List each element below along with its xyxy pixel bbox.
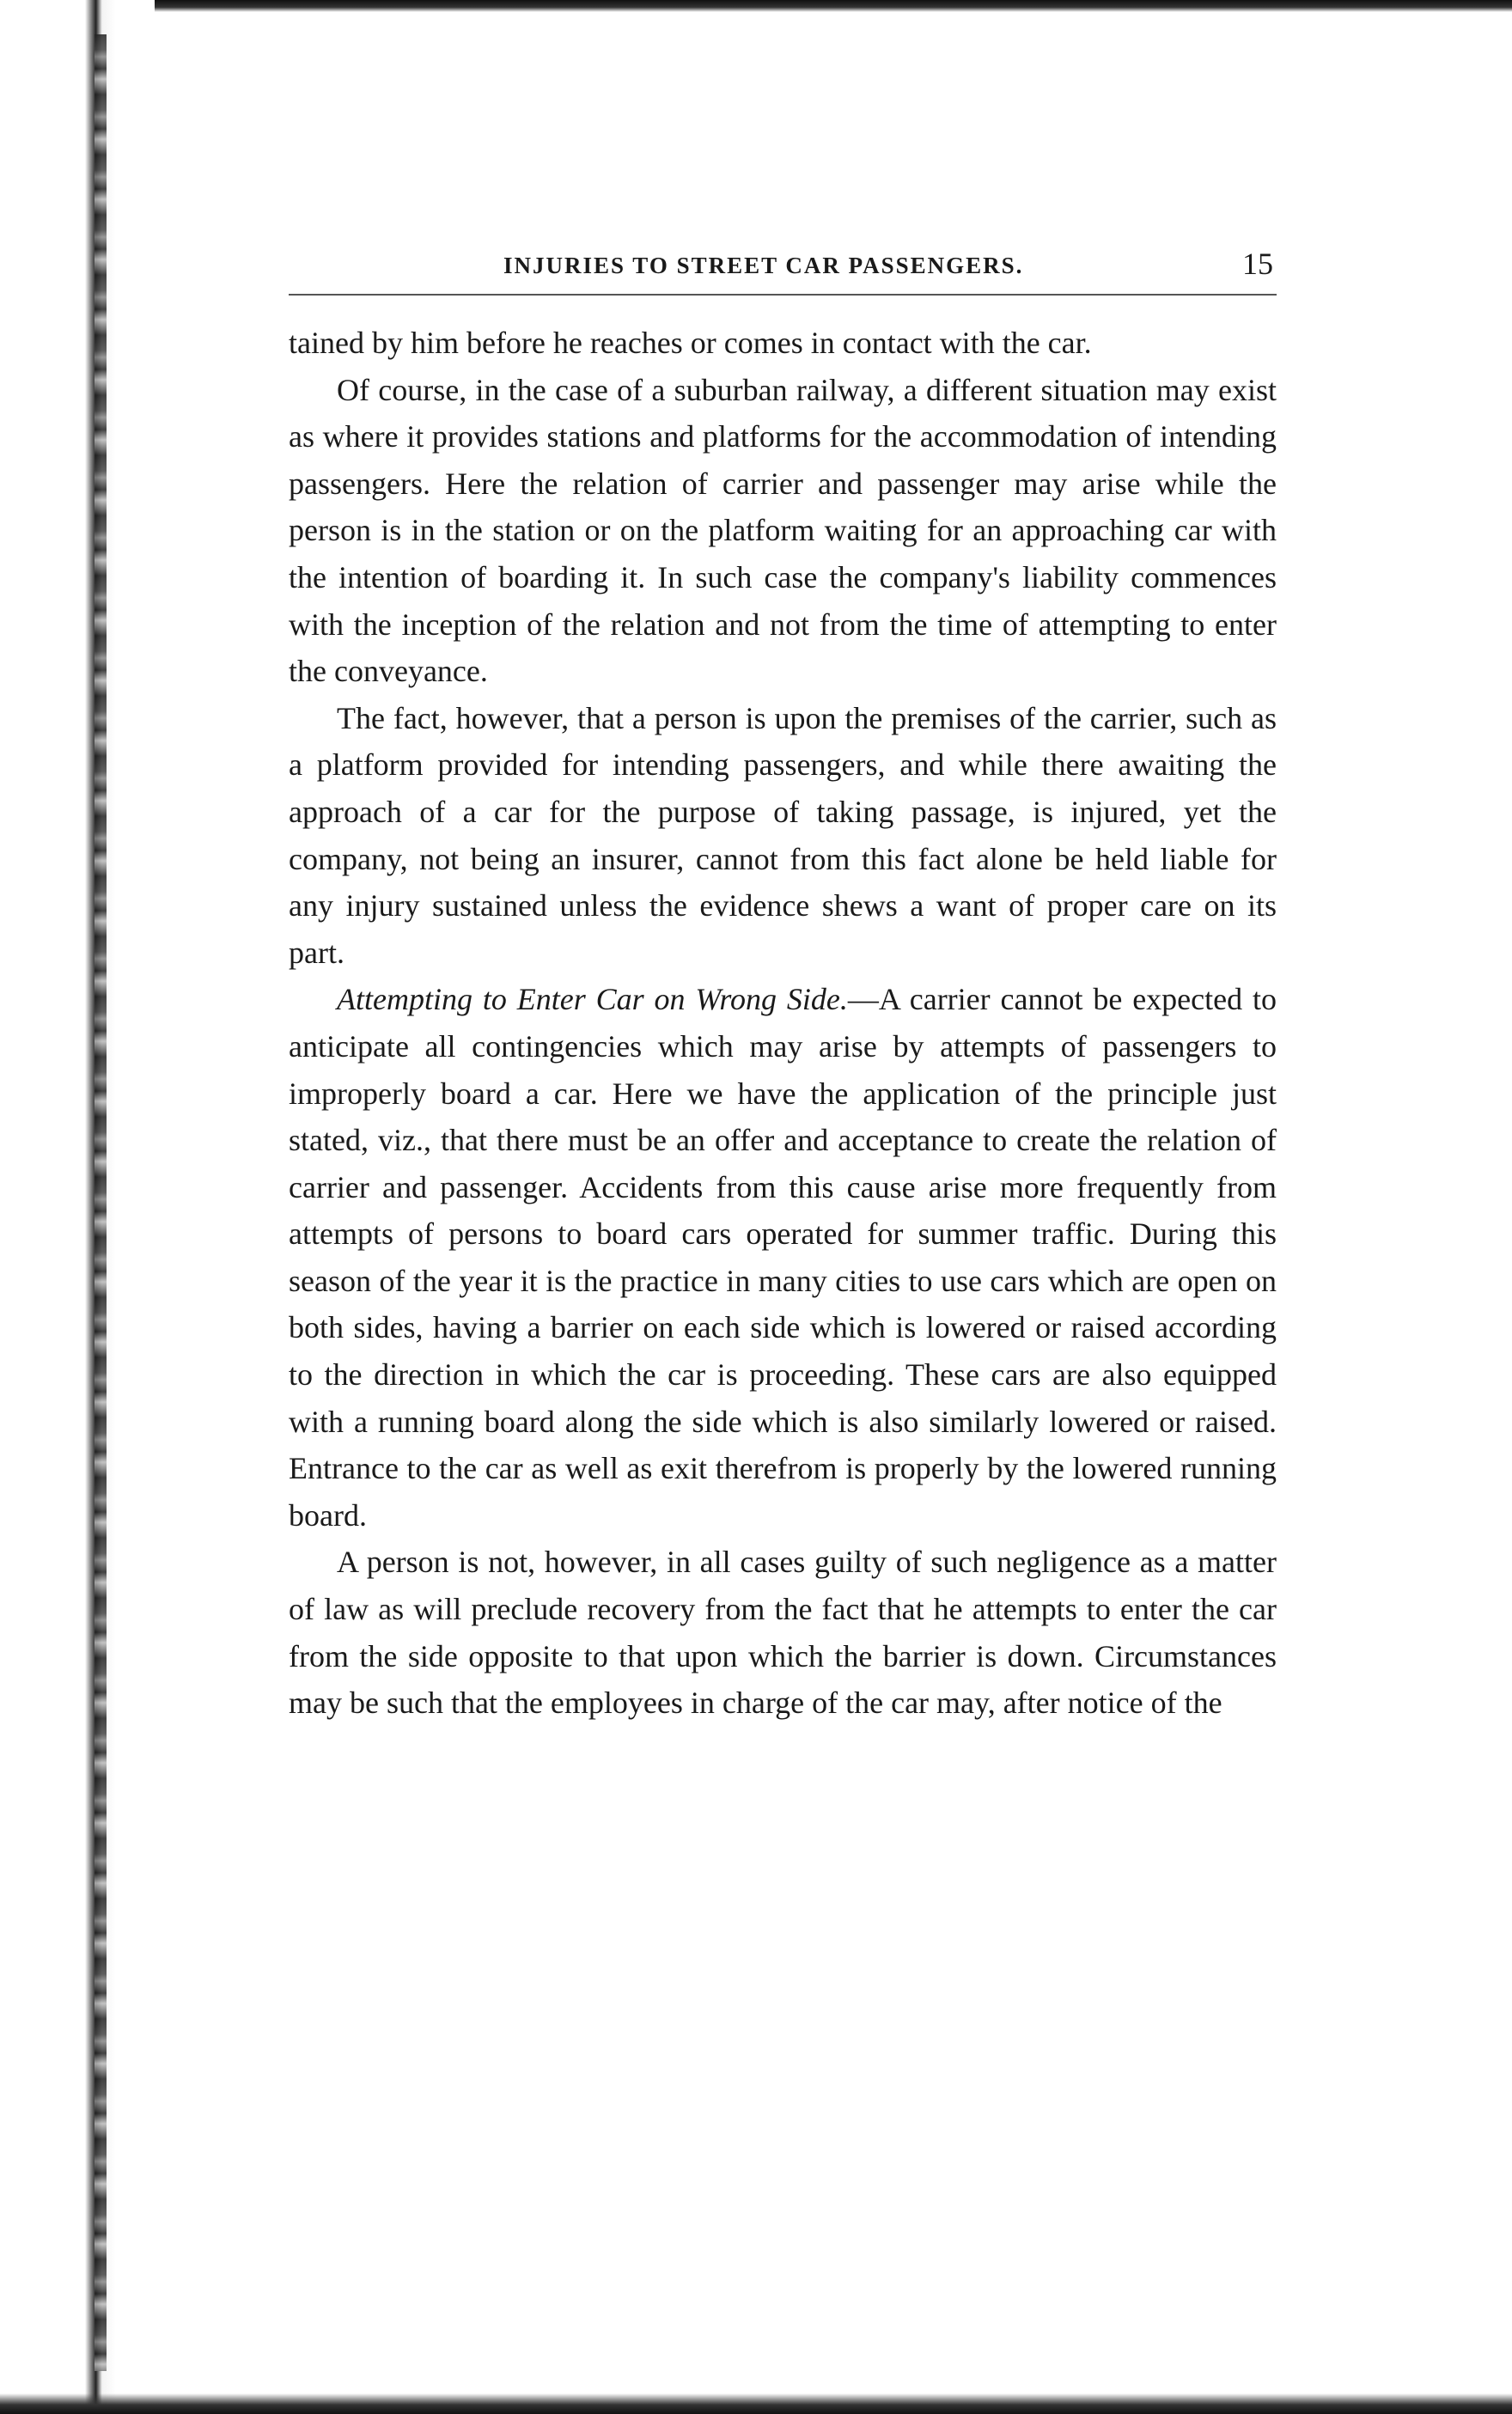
page-number: 15 [1242,247,1273,281]
scan-left-edge [0,0,155,2414]
paragraph-5: A person is not, however, in all cases guilty of such negligence as a matter of law as will preclude recovery from the fact that he attempts to enter the car from the side opposite to that upon which the barrier is down. Circumstances may be such that the employees in charge of the car may, after notice of the [289,1545,1277,1721]
paragraph-4 [289,976,1277,1539]
scan-top-edge [0,0,1512,12]
paragraph-4-text: —A carrier cannot be expected to anticipate all contingencies which may arise by attempts of passengers to improperly board a car. Here we have the application of the principle just stated, viz., that there must be an offer and acceptance to create the relation of carrier and passenger. Accidents from this cause arise more frequently from attempts of persons to board cars operated for summer traffic. During this season of the year it is the practice in many cities to use cars which are open on both sides, having a barrier on each side which is lowered or raised according to the direction in which the car is proceeding. These cars are also equipped with a running board along the side which is also similarly lowered or raised. Entrance to the car as well as exit therefrom is properly by the lowered running board. [289,982,1277,1533]
running-title: INJURIES TO STREET CAR PASSENGERS. [503,253,1024,278]
scan-binding-shadow [94,34,107,2371]
scan-bottom-edge [0,2393,1512,2414]
body-text [289,320,1277,1727]
paragraph-1: tained by him before he reaches or comes in contact with the car. [289,326,1092,360]
paragraph-2: Of course, in the case of a suburban railway, a different situation may exist as where it provides stations and platforms for the accommodation of intending passengers. Here the relation of carrier and passenger may arise while the person is in the station or on the platform waiting for an approaching car with the intention of boarding it. In such case the company's liability commences with the inception of the relation and not from the time of attempting to enter the conveyance. [289,372,1277,689]
section-heading: Attempting to Enter Car on Wrong Side. [337,982,848,1017]
book-page [289,242,1277,1727]
paragraph-3: The fact, however, that a person is upon the premises of the carrier, such as a platform provided for intending passengers, and while there awaiting the approach of a car for the purpose of taking passage, is injured, yet the company, not being an insurer, cannot from this fact alone be held liable for any injury sustained unless the evidence shews a want of proper care on its part. [289,700,1277,970]
running-head [289,242,1277,296]
